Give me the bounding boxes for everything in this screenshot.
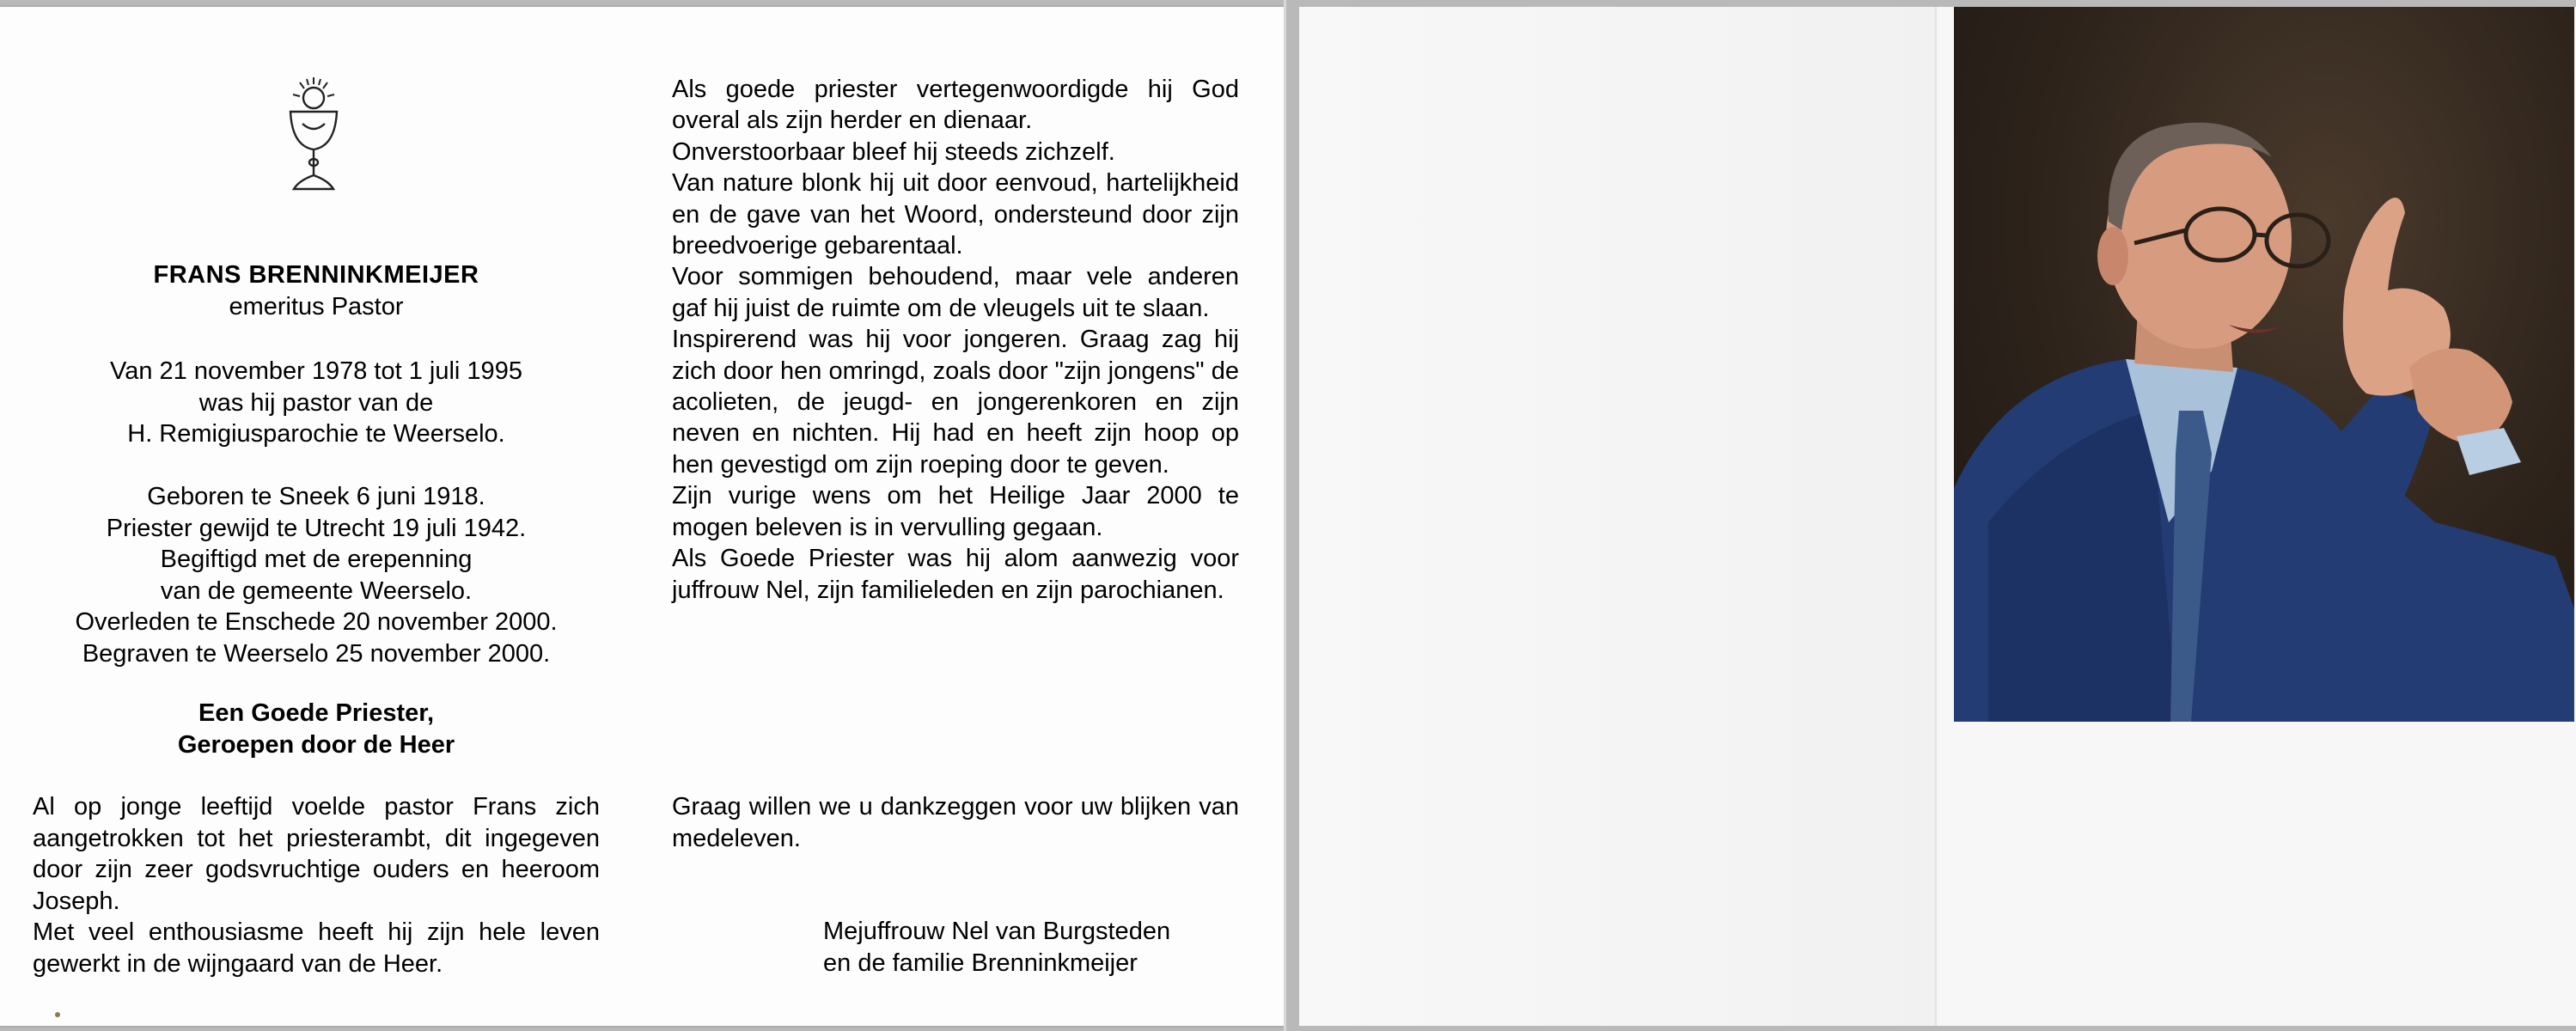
life-events xyxy=(33,481,600,669)
life-event-line: van de gemeente Weerselo. xyxy=(160,577,473,605)
motto-line: Geroepen door de Heer xyxy=(177,730,455,759)
tribute-paragraph: Inspirerend was hij voor jongeren. Graag zag hij zich door hen omringd, zoals door "zijn jongens" de acolieten, de jeugd- en jongerenkoren en zijn neven en nichten. Hij had en heeft zijn hoop op hen gevestigd om zijn roeping door te geven. xyxy=(672,326,1239,479)
card-edge xyxy=(1284,0,1286,1031)
period-line: Van 21 november 1978 tot 1 juli 1995 xyxy=(110,357,522,385)
signature xyxy=(823,916,1236,979)
motto-heading xyxy=(33,698,600,760)
deceased-name: FRANS BRENNINKMEIJER xyxy=(153,261,479,289)
story-paragraph: Al op jonge leeftijd voelde pastor Frans zich aangetrokken tot het priesterambt, dit ingegeven door zijn zeer godsvruchtige ouders en heeroom Joseph. xyxy=(33,793,600,915)
tribute-paragraph: Zijn vurige wens om het Heilige Jaar 2000 te mogen beleven is in vervulling gegaan. xyxy=(672,482,1239,541)
pastor-period xyxy=(33,356,600,450)
motto-line: Een Goede Priester, xyxy=(198,699,434,727)
deceased-title: emeritus Pastor xyxy=(229,293,404,320)
tribute-paragraph: Als goede priester vertegenwoordigde hij God overal als zijn herder en dienaar. xyxy=(672,76,1239,135)
blank-back-panel xyxy=(1299,7,1935,1026)
period-line: was hij pastor van de xyxy=(198,388,434,417)
signature-line: Mejuffrouw Nel van Burgsteden xyxy=(823,918,1171,945)
story-paragraph: Met veel enthousiasme heeft hij zijn hele leven gewerkt in de wijngaard van de Heer. xyxy=(33,918,600,978)
life-event-line: Priester gewijd te Utrecht 19 juli 1942. xyxy=(106,514,527,542)
period-line: H. Remigiusparochie te Weerselo. xyxy=(127,420,505,448)
life-event-line: Geboren te Sneek 6 juni 1918. xyxy=(147,483,485,510)
tribute-paragraph: Voor sommigen behoudend, maar vele anderen gaf hij juist de ruimte om de vleugels uit te slaan. xyxy=(672,263,1239,322)
life-event-line: Overleden te Enschede 20 november 2000. xyxy=(75,608,558,636)
tribute-text xyxy=(672,74,1239,606)
chalice-with-host-icon xyxy=(284,74,344,196)
tribute-paragraph: Onverstoorbaar bleef hij steeds zichzelf. xyxy=(672,137,1115,166)
tribute-paragraph: Van nature blonk hij uit door eenvoud, hartelijkheid en de gave van het Woord, ondersteund door zijn breedvoerige gebarentaal. xyxy=(672,169,1239,260)
paper-speck xyxy=(55,1012,60,1017)
story-text xyxy=(33,791,600,979)
tribute-paragraph: Als Goede Priester was hij alom aanwezig voor juffrouw Nel, zijn familieleden en zijn parochianen. xyxy=(672,545,1239,604)
life-event-line: Begraven te Weerselo 25 november 2000. xyxy=(82,639,551,668)
life-event-line: Begiftigd met de erepenning xyxy=(160,546,473,573)
portrait-photo xyxy=(1954,7,2574,722)
memorial-card-inside xyxy=(0,7,1284,1026)
thanks-text: Graag willen we u dankzeggen voor uw blijken van medeleven. xyxy=(672,793,1239,852)
portrait-drawing xyxy=(1954,7,2574,722)
signature-line: en de familie Brenninkmeijer xyxy=(823,949,1138,977)
